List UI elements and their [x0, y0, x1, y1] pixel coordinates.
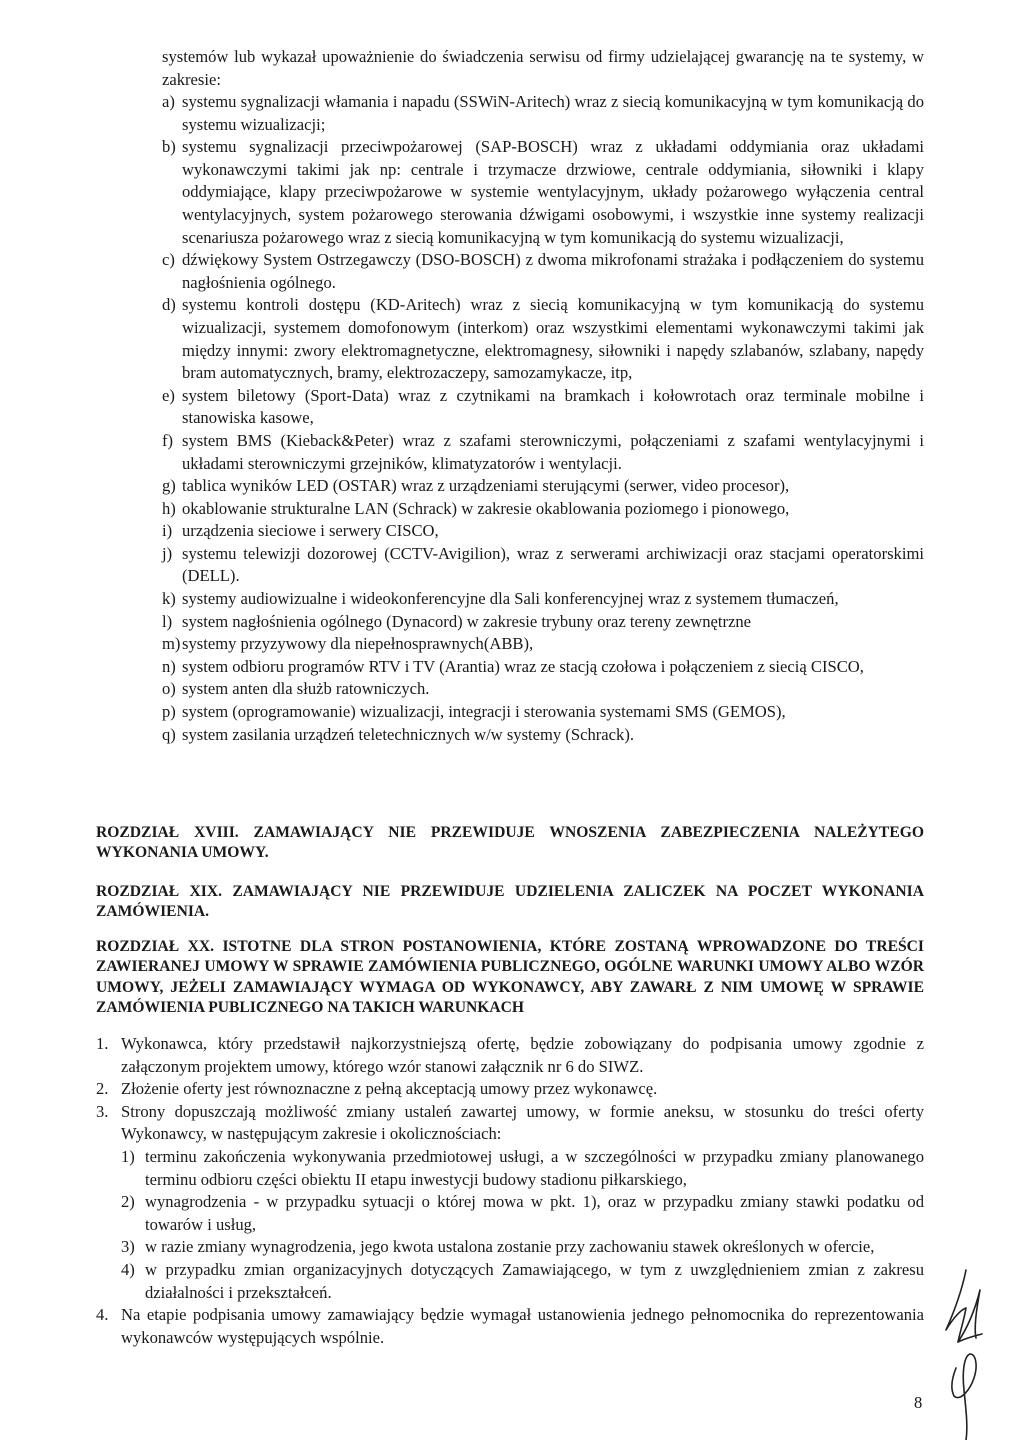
- list-marker: i): [162, 521, 173, 541]
- systems-list: [162, 91, 924, 746]
- sub-list-item: [121, 1236, 924, 1259]
- list-item: [162, 724, 924, 747]
- list-item: [162, 498, 924, 521]
- list-item-text: systemy audiowizualne i wideokonferencyjne dla Sali konferencyjnej wraz z systemem tłumaczeń,: [182, 589, 839, 609]
- sub-list-item: [121, 1259, 924, 1304]
- list-marker: c): [162, 250, 175, 270]
- list-marker: 1.: [96, 1034, 109, 1053]
- list-item: [162, 475, 924, 498]
- list-item-text: system nagłośnienia ogólnego (Dynacord) w zakresie trybuny oraz tereny zewnętrzne: [182, 611, 752, 631]
- list-marker: 1): [121, 1146, 135, 1166]
- list-marker: h): [162, 498, 176, 518]
- handwritten-signature: [936, 1250, 992, 1440]
- list-marker: 3): [121, 1237, 135, 1257]
- list-marker: f): [162, 430, 174, 450]
- list-item: [162, 543, 924, 588]
- list-item-text: systemy przyzywowy dla niepełnosprawnych(ABB),: [182, 634, 534, 654]
- list-item-text: systemu telewizji dozorowej (CCTV-Avigilion), wraz z serwerami archiwizacji oraz stacjami operatorskimi (DELL).: [182, 543, 924, 586]
- list-item-text: system zasilania urządzeń teletechnicznych w/w systemy (Schrack).: [182, 724, 635, 744]
- list-marker: 2): [121, 1192, 135, 1212]
- list-marker: 2.: [96, 1079, 109, 1099]
- list-item: [162, 430, 924, 475]
- list-item-text: Na etapie podpisania umowy zamawiający będzie wymagał ustanowienia jednego pełnomocnika do reprezentowania wykonawców występujących wspólnie.: [121, 1305, 924, 1347]
- list-item: [162, 633, 924, 656]
- list-marker: 3.: [96, 1101, 109, 1121]
- list-item: [96, 1101, 924, 1304]
- list-item-text: dźwiękowy System Ostrzegawczy (DSO-BOSCH) z dwoma mikrofonami strażaka i podłączeniem do systemu nagłośnienia ogólnego.: [182, 250, 924, 292]
- list-marker: b): [162, 137, 176, 157]
- list-item: [162, 136, 924, 249]
- list-marker: q): [162, 724, 176, 744]
- list-item-text: wynagrodzenia - w przypadku sytuacji o której mowa w pkt. 1), oraz w przypadku zmiany stawki podatku od towarów i usług,: [145, 1192, 924, 1234]
- list-item: [162, 91, 924, 136]
- list-item-text: system odbioru programów RTV i TV (Arantia) wraz ze stacją czołowa i połączeniem z siecią CISCO,: [182, 656, 864, 676]
- sub-list: [121, 1146, 924, 1304]
- list-marker: d): [162, 295, 176, 315]
- list-item-text: urządzenia sieciowe i serwery CISCO,: [182, 521, 439, 541]
- intro-paragraph: systemów lub wykazał upoważnienie do świadczenia serwisu od firmy udzielającej gwarancję na te systemy, w zakresie:: [162, 47, 924, 89]
- list-item: [96, 1078, 924, 1101]
- list-item-text: okablowanie strukturalne LAN (Schrack) w zakresie okablowania poziomego i pionowego,: [182, 498, 790, 518]
- sub-list-item: [121, 1191, 924, 1236]
- list-item-text: system biletowy (Sport-Data) wraz z czytnikami na bramkach i kołowrotach oraz terminale mobilne i stanowiska kasowe,: [182, 385, 924, 428]
- chapter-heading-xviii: ROZDZIAŁ XVIII. ZAMAWIAJĄCY NIE PRZEWIDUJE WNOSZENIA ZABEZPIECZENIA NALEŻYTEGO WYKONANIA UMOWY.: [96, 824, 924, 862]
- provisions-list: [96, 1033, 924, 1349]
- list-item-text: w przypadku zmian organizacyjnych dotyczących Zamawiającego, w tym z uwzględnieniem zmian z zakresu działalności i przekształceń.: [145, 1259, 924, 1302]
- list-marker: k): [162, 589, 176, 609]
- list-item: [162, 656, 924, 679]
- chapter-heading-xx: ROZDZIAŁ XX. ISTOTNE DLA STRON POSTANOWIENIA, KTÓRE ZOSTANĄ WPROWADZONE DO TREŚCI ZAWIERANEJ UMOWY W SPRAWIE ZAMÓWIENIA PUBLICZNEGO, OGÓLNE WARUNKI UMOWY ALBO WZÓR UMOWY, JEŻELI ZAMAWIAJĄCY WYMAGA OD WYKONAWCY, ABY ZAWARŁ Z NIM UMOWĘ W SPRAWIE ZAMÓWIENIA PUBLICZNEGO NA TAKICH WARUNKACH: [96, 938, 924, 1017]
- list-item: [162, 611, 924, 634]
- list-marker: p): [162, 702, 176, 722]
- list-marker: l): [162, 611, 173, 631]
- list-item-text: system (oprogramowanie) wizualizacji, integracji i sterowania systemami SMS (GEMOS),: [182, 702, 786, 722]
- list-item-text: Wykonawca, który przedstawił najkorzystniejszą ofertę, będzie zobowiązany do podpisania umowy zgodnie z załączonym projektem umowy, którego wzór stanowi załącznik nr 6 do SIWZ.: [121, 1034, 924, 1076]
- list-marker: 4.: [96, 1305, 109, 1325]
- list-item: [162, 701, 924, 724]
- list-item: [162, 294, 924, 384]
- list-marker: a): [162, 92, 175, 111]
- list-item: [162, 385, 924, 430]
- list-marker: 4): [121, 1259, 135, 1279]
- list-marker: e): [162, 385, 175, 405]
- list-item-text: Strony dopuszczają możliwość zmiany ustaleń zawartej umowy, w formie aneksu, w stosunku do treści oferty Wykonawcy, w następującym zakresie i okolicznościach:: [121, 1101, 924, 1144]
- list-item-text: terminu zakończenia wykonywania przedmiotowej usługi, a w szczególności w przypadku zmiany planowanego terminu odbioru części obiektu II etapu inwestycji budowy stadionu piłkarskiego,: [145, 1146, 924, 1189]
- list-item-text: systemu kontroli dostępu (KD-Aritech) wraz z siecią komunikacyjną w tym komunikacją do systemu wizualizacji, systemem domofonowym (interkom) oraz wszystkimi elementami wykonawczymi takimi jak między innymi: zwory elektromagnetyczne, elektromagnesy, siłowniki i napędy szlabanów, szlabany, napędy bram automatycznych, bramy, elektrozaczepy, samozamykacze, itp,: [182, 295, 924, 383]
- list-item-text: system anten dla służb ratowniczych.: [182, 679, 430, 699]
- list-marker: g): [162, 476, 176, 496]
- list-item: [162, 588, 924, 611]
- list-item: [96, 1304, 924, 1349]
- sub-list-item: [121, 1146, 924, 1191]
- list-marker: j): [162, 543, 173, 563]
- list-item: [162, 249, 924, 294]
- list-item-text: Złożenie oferty jest równoznaczne z pełną akceptacją umowy przez wykonawcę.: [121, 1079, 658, 1099]
- chapter-heading-xix: ROZDZIAŁ XIX. ZAMAWIAJĄCY NIE PRZEWIDUJE UDZIELENIA ZALICZEK NA POCZET WYKONANIA ZAMÓWIENIA.: [96, 883, 924, 921]
- list-item-text: tablica wyników LED (OSTAR) wraz z urządzeniami sterującymi (serwer, video procesor),: [182, 476, 790, 496]
- list-item-text: systemu sygnalizacji włamania i napadu (SSWiN-Aritech) wraz z siecią komunikacyjną w tym komunikacją do systemu wizualizacji;: [182, 92, 924, 134]
- list-item: [96, 1033, 924, 1078]
- list-item: [162, 520, 924, 543]
- list-item-text: systemu sygnalizacji przeciwpożarowej (SAP-BOSCH) wraz z układami oddymiania oraz układami wykonawczymi takimi jak np: centrale i trzymacze drzwiowe, centrale oddymiania, siłowniki i klapy oddymiające, klapy przeciwpożarowe w systemie wentylacyjnym, układy pożarowego wyłączenia central wentylacyjnych, system pożarowego sterowania dźwigami osobowymi, i wszystkie inne systemy realizacji scenariusza pożarowego wraz z siecią komunikacyjną w tym komunikacją do systemu wizualizacji,: [182, 137, 924, 247]
- list-marker: o): [162, 679, 176, 699]
- page-number: 8: [914, 1393, 923, 1412]
- list-item: [162, 678, 924, 701]
- list-item-text: system BMS (Kieback&Peter) wraz z szafami sterowniczymi, połączeniami z szafami wentylacyjnymi i układami sterowniczymi grzejników, klimatyzatorów i wentylacji.: [182, 430, 924, 473]
- list-marker: m): [162, 634, 181, 654]
- list-marker: n): [162, 656, 176, 676]
- list-item-text: w razie zmiany wynagrodzenia, jego kwota ustalona zostanie przy zachowaniu stawek określonych w ofercie,: [145, 1237, 875, 1257]
